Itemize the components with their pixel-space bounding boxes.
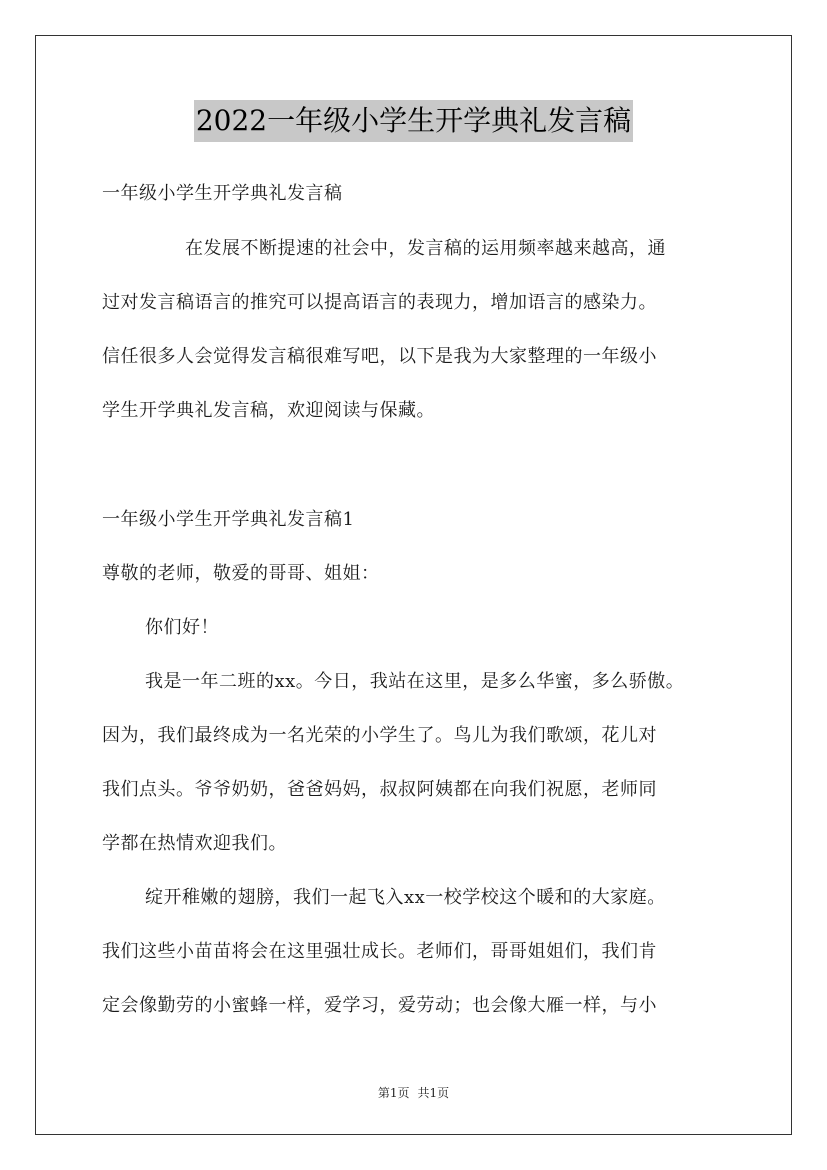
paragraph-2-line-1: 绽开稚嫩的翅膀，我们一起飞入xx一校学校这个暖和的大家庭。 — [145, 887, 666, 908]
greeting: 你们好！ — [145, 617, 219, 638]
paragraph-2-line-3: 定会像勤劳的小蜜蜂一样，爱学习，爱劳动；也会像大雁一样，与小 — [102, 995, 657, 1016]
total-pages: 共1页 — [417, 1086, 450, 1100]
section-heading: 一年级小学生开学典礼发言稿1 — [102, 509, 355, 530]
title-wrapper — [0, 100, 827, 142]
salutation: 尊敬的老师，敬爱的哥哥、姐姐： — [102, 563, 380, 584]
paragraph-2-line-2: 我们这些小苗苗将会在这里强壮成长。老师们，哥哥姐姐们，我们肯 — [102, 941, 657, 962]
intro-line-3: 信任很多人会觉得发言稿很难写吧，以下是我为大家整理的一年级小 — [102, 346, 657, 367]
paragraph-1-line-1: 我是一年二班的xx。今日，我站在这里，是多么华蜜，多么骄傲。 — [145, 671, 685, 692]
page-footer — [0, 1084, 827, 1101]
paragraph-1-line-4: 学都在热情欢迎我们。 — [102, 833, 287, 854]
document-subtitle: 一年级小学生开学典礼发言稿 — [102, 183, 343, 204]
page-number: 第1页 — [377, 1086, 410, 1100]
intro-line-2: 过对发言稿语言的推究可以提高语言的表现力，增加语言的感染力。 — [102, 292, 657, 313]
paragraph-1-line-2: 因为，我们最终成为一名光荣的小学生了。鸟儿为我们歌颂，花儿对 — [102, 725, 657, 746]
intro-line-1: 在发展不断提速的社会中，发言稿的运用频率越来越高，通 — [185, 238, 666, 259]
document-title: 2022一年级小学生开学典礼发言稿 — [194, 100, 633, 142]
paragraph-1-line-3: 我们点头。爷爷奶奶，爸爸妈妈，叔叔阿姨都在向我们祝愿，老师同 — [102, 779, 657, 800]
intro-line-4: 学生开学典礼发言稿，欢迎阅读与保藏。 — [102, 400, 435, 421]
